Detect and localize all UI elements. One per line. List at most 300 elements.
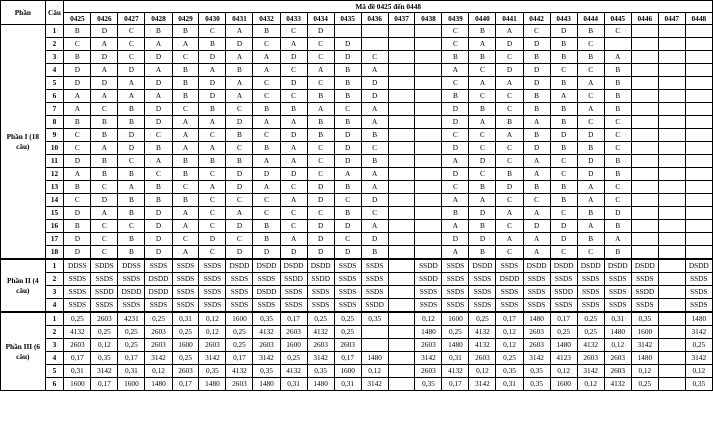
answer-cell bbox=[685, 220, 712, 233]
question-number: 18 bbox=[45, 246, 64, 260]
answer-cell: C bbox=[469, 64, 496, 77]
answer-cell: D bbox=[145, 116, 172, 129]
answer-row bbox=[1, 286, 713, 299]
answer-cell bbox=[388, 38, 415, 51]
answer-cell: D bbox=[496, 38, 523, 51]
answer-cell: SSDS bbox=[118, 299, 145, 313]
answer-cell: SSDS bbox=[550, 273, 577, 286]
answer-cell: SSDS bbox=[172, 259, 199, 273]
answer-cell: SSDS bbox=[604, 286, 631, 299]
answer-cell: C bbox=[253, 129, 280, 142]
answer-cell: SSDD bbox=[550, 286, 577, 299]
answer-cell: D bbox=[442, 168, 469, 181]
answer-cell: 4132 bbox=[442, 365, 469, 378]
answer-cell: 0,25 bbox=[685, 339, 712, 352]
answer-cell: SSDS bbox=[334, 273, 361, 286]
answer-cell: B bbox=[604, 168, 631, 181]
answer-cell: D bbox=[91, 77, 118, 90]
answer-cell bbox=[388, 181, 415, 194]
answer-cell: D bbox=[442, 142, 469, 155]
answer-cell: D bbox=[577, 155, 604, 168]
answer-cell bbox=[658, 116, 685, 129]
answer-cell: D bbox=[523, 77, 550, 90]
answer-cell: B bbox=[91, 116, 118, 129]
answer-cell: 2603 bbox=[415, 365, 442, 378]
answer-cell: 3142 bbox=[253, 352, 280, 365]
answer-cell bbox=[631, 25, 658, 38]
answer-cell: D bbox=[307, 25, 334, 38]
answer-cell: B bbox=[577, 207, 604, 220]
answer-cell: C bbox=[604, 116, 631, 129]
answer-cell bbox=[361, 326, 388, 339]
answer-cell: 0,12 bbox=[145, 365, 172, 378]
answer-cell bbox=[388, 378, 415, 391]
answer-cell: D bbox=[442, 233, 469, 246]
answer-cell bbox=[415, 207, 442, 220]
answer-cell: A bbox=[91, 207, 118, 220]
answer-cell: SSDS bbox=[577, 299, 604, 313]
answer-cell: B bbox=[577, 25, 604, 38]
answer-cell: D bbox=[361, 233, 388, 246]
answer-cell: 0,31 bbox=[334, 378, 361, 391]
answer-cell: A bbox=[91, 38, 118, 51]
answer-row bbox=[1, 181, 713, 194]
answer-cell: A bbox=[172, 116, 199, 129]
answer-cell bbox=[361, 38, 388, 51]
answer-cell bbox=[658, 286, 685, 299]
answer-row bbox=[1, 273, 713, 286]
answer-cell: B bbox=[253, 25, 280, 38]
answer-cell: 0,31 bbox=[118, 365, 145, 378]
question-number: 14 bbox=[45, 194, 64, 207]
answer-cell: B bbox=[577, 142, 604, 155]
answer-cell bbox=[685, 246, 712, 260]
answer-cell: D bbox=[523, 38, 550, 51]
exam-code-header: 0430 bbox=[199, 13, 226, 25]
answer-cell: DSDD bbox=[631, 259, 658, 273]
answer-row bbox=[1, 25, 713, 38]
question-number: 6 bbox=[45, 90, 64, 103]
answer-cell: B bbox=[199, 38, 226, 51]
question-number: 7 bbox=[45, 103, 64, 116]
answer-cell: B bbox=[172, 64, 199, 77]
answer-cell: C bbox=[523, 194, 550, 207]
answer-cell: D bbox=[523, 64, 550, 77]
answer-row bbox=[1, 90, 713, 103]
answer-cell: B bbox=[199, 103, 226, 116]
answer-cell: DSDD bbox=[145, 286, 172, 299]
answer-cell: B bbox=[442, 207, 469, 220]
answer-cell: C bbox=[307, 77, 334, 90]
answer-row bbox=[1, 207, 713, 220]
answer-cell: A bbox=[226, 90, 253, 103]
answer-cell: 1480 bbox=[523, 312, 550, 326]
answer-cell: D bbox=[550, 220, 577, 233]
answer-cell: SSDS bbox=[496, 259, 523, 273]
answer-cell: 2603 bbox=[91, 312, 118, 326]
answer-cell bbox=[388, 220, 415, 233]
answer-cell: 0,35 bbox=[91, 352, 118, 365]
answer-cell: A bbox=[280, 142, 307, 155]
answer-cell: D bbox=[145, 220, 172, 233]
answer-cell: 0,17 bbox=[496, 312, 523, 326]
answer-cell: B bbox=[550, 142, 577, 155]
answer-cell: SSDS bbox=[577, 273, 604, 286]
answer-cell: B bbox=[64, 25, 91, 38]
question-number: 17 bbox=[45, 233, 64, 246]
answer-cell: 4132 bbox=[577, 339, 604, 352]
answer-cell: SSDS bbox=[91, 299, 118, 313]
answer-cell: C bbox=[91, 103, 118, 116]
answer-cell: C bbox=[469, 129, 496, 142]
answer-cell: B bbox=[307, 90, 334, 103]
answer-cell: B bbox=[523, 90, 550, 103]
answer-cell: C bbox=[280, 220, 307, 233]
answer-cell bbox=[631, 77, 658, 90]
answer-cell: C bbox=[523, 25, 550, 38]
answer-cell: 1480 bbox=[550, 339, 577, 352]
answer-cell: D bbox=[145, 207, 172, 220]
answer-cell bbox=[415, 220, 442, 233]
answer-cell: 1480 bbox=[307, 378, 334, 391]
answer-cell bbox=[658, 312, 685, 326]
answer-cell: SSDS bbox=[280, 286, 307, 299]
answer-cell: 0,12 bbox=[685, 365, 712, 378]
answer-cell: B bbox=[469, 51, 496, 64]
answer-cell: A bbox=[172, 129, 199, 142]
answer-cell: SSDS bbox=[442, 273, 469, 286]
answer-cell: 4132 bbox=[280, 365, 307, 378]
answer-cell: 4132 bbox=[469, 326, 496, 339]
answer-cell: 4132 bbox=[604, 378, 631, 391]
answer-cell: 0,35 bbox=[523, 365, 550, 378]
answer-cell bbox=[415, 233, 442, 246]
answer-cell: A bbox=[361, 103, 388, 116]
answer-cell: SSDD bbox=[361, 299, 388, 313]
answer-cell: D bbox=[280, 129, 307, 142]
header-row-title bbox=[1, 1, 713, 13]
answer-cell: 0,12 bbox=[550, 365, 577, 378]
answer-cell: B bbox=[361, 155, 388, 168]
answer-cell: SSDS bbox=[334, 286, 361, 299]
answer-cell: 2603 bbox=[253, 339, 280, 352]
answer-cell bbox=[685, 25, 712, 38]
answer-cell: B bbox=[172, 155, 199, 168]
answer-row bbox=[1, 233, 713, 246]
answer-cell: C bbox=[172, 233, 199, 246]
answer-row bbox=[1, 299, 713, 313]
answer-cell: C bbox=[550, 207, 577, 220]
answer-cell: D bbox=[199, 90, 226, 103]
answer-cell: C bbox=[199, 246, 226, 260]
answer-cell bbox=[604, 38, 631, 51]
answer-row bbox=[1, 378, 713, 391]
answer-cell: 2603 bbox=[172, 365, 199, 378]
answer-cell: C bbox=[604, 194, 631, 207]
answer-cell bbox=[388, 233, 415, 246]
answer-cell: B bbox=[118, 194, 145, 207]
answer-cell: D bbox=[64, 77, 91, 90]
answer-cell: A bbox=[253, 64, 280, 77]
answer-cell: 0,35 bbox=[361, 312, 388, 326]
answer-cell: B bbox=[550, 194, 577, 207]
question-number: 8 bbox=[45, 116, 64, 129]
answer-cell: C bbox=[577, 116, 604, 129]
answer-cell: SSDD bbox=[307, 273, 334, 286]
answer-cell: SSDS bbox=[361, 286, 388, 299]
answer-cell: A bbox=[469, 194, 496, 207]
answer-cell: 0,12 bbox=[496, 326, 523, 339]
answer-cell: 4132 bbox=[64, 326, 91, 339]
answer-cell: C bbox=[172, 51, 199, 64]
answer-cell: 1600 bbox=[64, 378, 91, 391]
answer-cell: C bbox=[199, 207, 226, 220]
exam-code-header: 0434 bbox=[307, 13, 334, 25]
exam-code-header: 0443 bbox=[550, 13, 577, 25]
answer-cell: 0,25 bbox=[91, 326, 118, 339]
answer-cell: 0,31 bbox=[172, 312, 199, 326]
answer-cell: 0,17 bbox=[64, 352, 91, 365]
answer-cell: 2603 bbox=[604, 352, 631, 365]
answer-cell: D bbox=[334, 51, 361, 64]
answer-row bbox=[1, 352, 713, 365]
answer-row bbox=[1, 326, 713, 339]
answer-cell: 0,35 bbox=[685, 378, 712, 391]
answer-cell: 0,31 bbox=[280, 378, 307, 391]
answer-cell bbox=[388, 299, 415, 313]
answer-cell: C bbox=[442, 38, 469, 51]
answer-cell: A bbox=[253, 155, 280, 168]
answer-cell: D bbox=[577, 168, 604, 181]
answer-cell: C bbox=[550, 168, 577, 181]
answer-cell: SSDD bbox=[631, 286, 658, 299]
answer-cell: D bbox=[226, 246, 253, 260]
answer-cell: 3142 bbox=[307, 352, 334, 365]
answer-cell: A bbox=[280, 38, 307, 51]
answer-cell: C bbox=[307, 51, 334, 64]
answer-cell: SSDS bbox=[604, 273, 631, 286]
answer-cell: 0,35 bbox=[631, 312, 658, 326]
answer-cell: C bbox=[253, 90, 280, 103]
answer-cell: 0,17 bbox=[334, 352, 361, 365]
answer-cell: C bbox=[577, 64, 604, 77]
answer-cell: B bbox=[361, 129, 388, 142]
answer-cell: D bbox=[253, 168, 280, 181]
answer-cell: DDSS bbox=[118, 259, 145, 273]
answer-cell: 4123 bbox=[550, 352, 577, 365]
answer-cell: SSDS bbox=[631, 273, 658, 286]
answer-cell: D bbox=[64, 155, 91, 168]
answer-cell: 2603 bbox=[145, 339, 172, 352]
answer-cell bbox=[415, 25, 442, 38]
answer-cell: C bbox=[280, 25, 307, 38]
answer-cell: B bbox=[172, 25, 199, 38]
answer-cell: 1600 bbox=[442, 312, 469, 326]
answer-cell: A bbox=[253, 181, 280, 194]
answer-cell: C bbox=[307, 142, 334, 155]
answer-cell: 0,17 bbox=[226, 352, 253, 365]
answer-cell: D bbox=[118, 129, 145, 142]
answer-cell: B bbox=[334, 207, 361, 220]
answer-cell: 3142 bbox=[469, 378, 496, 391]
answer-cell: 0,25 bbox=[145, 312, 172, 326]
part-label: Phần I (18 câu) bbox=[1, 25, 46, 260]
answer-cell: C bbox=[469, 168, 496, 181]
answer-cell: B bbox=[172, 90, 199, 103]
answer-cell bbox=[388, 246, 415, 260]
answer-cell: A bbox=[253, 116, 280, 129]
answer-cell: 2603 bbox=[415, 339, 442, 352]
answer-cell bbox=[658, 103, 685, 116]
answer-cell: DSDD bbox=[496, 273, 523, 286]
answer-cell: D bbox=[334, 220, 361, 233]
answer-cell bbox=[658, 365, 685, 378]
answer-cell: A bbox=[577, 194, 604, 207]
answer-cell: D bbox=[496, 181, 523, 194]
answer-cell: C bbox=[334, 103, 361, 116]
answer-cell: DSDD bbox=[604, 259, 631, 273]
answer-cell: SSDS bbox=[253, 273, 280, 286]
answer-cell: 0,17 bbox=[118, 352, 145, 365]
answer-cell: SSDS bbox=[199, 286, 226, 299]
answer-row bbox=[1, 77, 713, 90]
answer-cell: B bbox=[604, 155, 631, 168]
answer-cell: B bbox=[118, 233, 145, 246]
answer-cell: A bbox=[361, 64, 388, 77]
answer-cell bbox=[415, 246, 442, 260]
answer-cell: B bbox=[334, 90, 361, 103]
answer-cell: SSDS bbox=[307, 299, 334, 313]
answer-cell: B bbox=[253, 142, 280, 155]
answer-cell bbox=[631, 103, 658, 116]
answer-cell: A bbox=[442, 194, 469, 207]
answer-cell: C bbox=[199, 25, 226, 38]
answer-cell: B bbox=[469, 103, 496, 116]
question-number: 2 bbox=[45, 38, 64, 51]
answer-cell bbox=[415, 142, 442, 155]
answer-cell: B bbox=[604, 220, 631, 233]
answer-cell: 0,25 bbox=[577, 312, 604, 326]
answer-cell: D bbox=[550, 129, 577, 142]
answer-cell: SSDS bbox=[226, 286, 253, 299]
answer-cell: A bbox=[577, 181, 604, 194]
answer-cell: B bbox=[226, 155, 253, 168]
answer-cell: C bbox=[496, 51, 523, 64]
answer-cell bbox=[685, 51, 712, 64]
answer-cell: D bbox=[91, 25, 118, 38]
answer-cell: D bbox=[523, 142, 550, 155]
answer-cell: C bbox=[226, 233, 253, 246]
exam-codes-title: Mã đề 0425 đến 0448 bbox=[64, 1, 713, 13]
answer-cell: D bbox=[442, 103, 469, 116]
question-column-header: Câu bbox=[45, 1, 64, 25]
answer-cell bbox=[388, 77, 415, 90]
answer-cell: DSDD bbox=[307, 259, 334, 273]
exam-code-header: 0442 bbox=[523, 13, 550, 25]
exam-code-header: 0439 bbox=[442, 13, 469, 25]
answer-cell: SSDS bbox=[199, 299, 226, 313]
answer-cell: D bbox=[469, 207, 496, 220]
answer-cell: A bbox=[145, 155, 172, 168]
answer-cell: B bbox=[91, 168, 118, 181]
answer-cell: C bbox=[334, 233, 361, 246]
exam-code-header: 0441 bbox=[496, 13, 523, 25]
answer-cell: 2603 bbox=[64, 339, 91, 352]
answer-cell bbox=[415, 194, 442, 207]
answer-cell: B bbox=[226, 64, 253, 77]
answer-row bbox=[1, 339, 713, 352]
answer-cell: 1480 bbox=[631, 352, 658, 365]
answer-cell: D bbox=[469, 233, 496, 246]
answer-cell: D bbox=[64, 233, 91, 246]
answer-cell: C bbox=[334, 194, 361, 207]
answer-cell bbox=[388, 365, 415, 378]
answer-cell: D bbox=[307, 246, 334, 260]
question-number: 16 bbox=[45, 220, 64, 233]
answer-cell bbox=[685, 116, 712, 129]
answer-cell: 0,31 bbox=[64, 365, 91, 378]
answer-cell: B bbox=[604, 246, 631, 260]
answer-cell: A bbox=[118, 90, 145, 103]
answer-cell bbox=[685, 38, 712, 51]
answer-cell: D bbox=[280, 77, 307, 90]
answer-cell: 1480 bbox=[199, 378, 226, 391]
answer-cell: A bbox=[280, 155, 307, 168]
answer-cell: 3142 bbox=[577, 365, 604, 378]
answer-cell: A bbox=[496, 77, 523, 90]
answer-cell: SSDS bbox=[64, 273, 91, 286]
answer-cell: B bbox=[118, 207, 145, 220]
answer-cell: C bbox=[577, 38, 604, 51]
part-2-section bbox=[1, 259, 713, 312]
answer-cell: B bbox=[145, 181, 172, 194]
exam-code-header: 0432 bbox=[253, 13, 280, 25]
answer-cell bbox=[631, 38, 658, 51]
answer-cell: 1480 bbox=[361, 352, 388, 365]
answer-cell: B bbox=[145, 25, 172, 38]
answer-cell: C bbox=[199, 220, 226, 233]
answer-cell: 0,12 bbox=[496, 339, 523, 352]
answer-cell: B bbox=[172, 168, 199, 181]
answer-row bbox=[1, 259, 713, 273]
answer-cell: C bbox=[118, 155, 145, 168]
answer-cell: B bbox=[118, 103, 145, 116]
answer-cell: A bbox=[226, 207, 253, 220]
answer-cell: D bbox=[307, 194, 334, 207]
answer-cell: C bbox=[496, 246, 523, 260]
answer-cell bbox=[631, 116, 658, 129]
answer-cell: A bbox=[118, 77, 145, 90]
answer-cell: A bbox=[469, 116, 496, 129]
answer-cell: B bbox=[145, 142, 172, 155]
part-label: Phần III (6 câu) bbox=[1, 312, 46, 391]
answer-cell: B bbox=[64, 220, 91, 233]
answer-cell: 1600 bbox=[172, 339, 199, 352]
exam-code-header: 0435 bbox=[334, 13, 361, 25]
answer-cell: A bbox=[226, 51, 253, 64]
answer-cell: 0,25 bbox=[496, 352, 523, 365]
exam-code-header: 0433 bbox=[280, 13, 307, 25]
question-number: 4 bbox=[45, 299, 64, 313]
answer-cell: 0,31 bbox=[496, 378, 523, 391]
answer-row bbox=[1, 246, 713, 260]
question-number: 15 bbox=[45, 207, 64, 220]
answer-cell: 0,12 bbox=[577, 378, 604, 391]
answer-cell: C bbox=[307, 168, 334, 181]
question-number: 6 bbox=[45, 378, 64, 391]
exam-code-header: 0447 bbox=[658, 13, 685, 25]
answer-cell: C bbox=[118, 38, 145, 51]
